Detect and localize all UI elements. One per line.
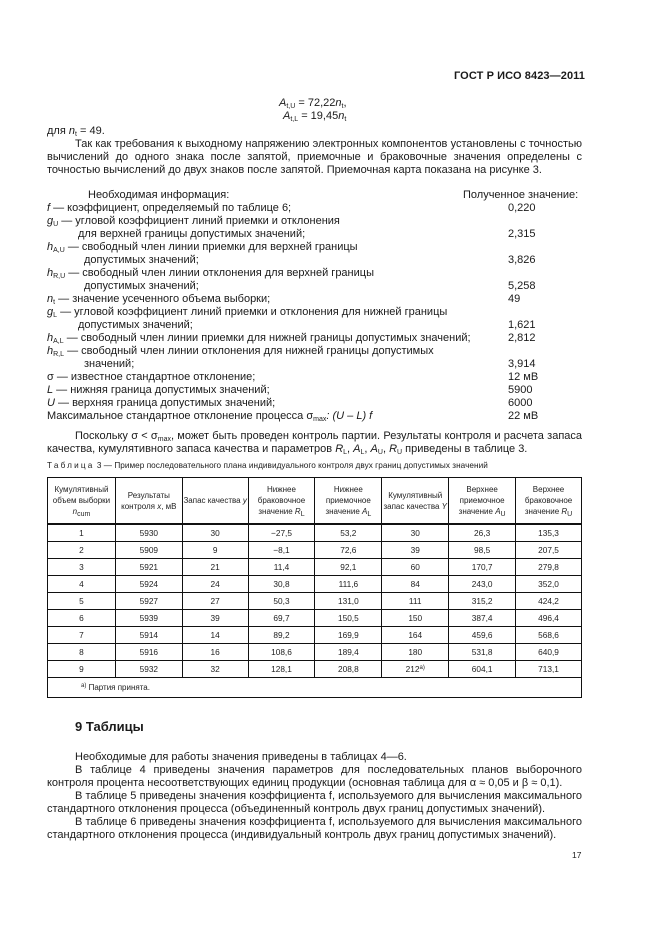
cell: 7: [48, 627, 116, 644]
cell: 150,5: [315, 610, 382, 627]
cell: 84: [382, 576, 449, 593]
info-row-u: U — верхняя граница допустимых значений;: [47, 397, 276, 409]
table-header-row: [48, 478, 582, 525]
cell: 92,1: [315, 559, 382, 576]
table-row: [48, 593, 582, 610]
cell: 164: [382, 627, 449, 644]
intro-paragraph: Так как требования к выходному напряжению электронных компонентов установлены с точностью вычислений до одного знака после запятой, приемочные и браковочные значения определены с точностью вычислений до двух знаков после запятой. Приемочная карта показана на рисунке 3.: [47, 138, 582, 177]
cell: 30: [382, 524, 449, 542]
cell: 6: [48, 610, 116, 627]
col-header-au: Верхнее приемочное значение $A_U$: [449, 478, 516, 525]
section-paragraph-4: В таблице 6 приведены значения коэффициента f, используемого для вычисления максимального стандартного отклонения процесса (индивидуальный контроль двух границ допустимых значений).: [47, 816, 582, 842]
cell: 50,3: [248, 593, 315, 610]
for-nt-line: для $n_t = 49$.: [47, 125, 105, 138]
col-header-rl: Нижнее браковочное значение $R_L$: [248, 478, 315, 525]
cell: 315,2: [449, 593, 516, 610]
info-row-hrl-cont: значений;: [84, 358, 135, 370]
info-row-sigma: σ — известное стандартное отклонение;: [47, 371, 256, 383]
cell: 111: [382, 593, 449, 610]
info-row-hau: $h_{A,U}$ — свободный член линии приемки для верхней границы: [47, 241, 358, 254]
info-row-hru: $h_{R,U}$ — свободный член линии отклонения для верхней границы: [47, 267, 374, 280]
info-value-sigma-max: 22 мВ: [508, 410, 539, 422]
cell: 11,4: [248, 559, 315, 576]
info-row-hal: $h_{A,L}$ — свободный член линии приемки для нижней границы допустимых значений;: [47, 332, 471, 345]
info-value-hrl: 3,914: [508, 358, 536, 370]
cell: 208,8: [315, 661, 382, 678]
cell: 21: [182, 559, 248, 576]
cell: 39: [182, 610, 248, 627]
info-left-header: Необходимая информация:: [88, 189, 230, 201]
cell: 5921: [115, 559, 182, 576]
cell: 5916: [115, 644, 182, 661]
standard-id: ГОСТ Р ИСО 8423—2011: [453, 70, 585, 82]
table-row: [48, 644, 582, 661]
cell: 170,7: [449, 559, 516, 576]
cell: 8: [48, 644, 116, 661]
cell: 5: [48, 593, 116, 610]
cell: −27,5: [248, 524, 315, 542]
info-row-hru-cont: допустимых значений;: [84, 280, 199, 292]
cell: 169,9: [315, 627, 382, 644]
info-value-nt: 49: [508, 293, 521, 305]
table-row: [48, 610, 582, 627]
cell: 150: [382, 610, 449, 627]
cell: 9: [182, 542, 248, 559]
cell: 640,9: [516, 644, 582, 661]
table-row: [48, 576, 582, 593]
cell: 14: [182, 627, 248, 644]
table-row: [48, 627, 582, 644]
cell: 1: [48, 524, 116, 542]
table-row: [48, 524, 582, 542]
cell: 207,5: [516, 542, 582, 559]
info-row-nt: $n_t$ — значение усеченного объема выборки;: [47, 293, 271, 306]
cell: 39: [382, 542, 449, 559]
info-row-hrl: $h_{R,L}$ — свободный член линии отклонения для нижней границы допустимых: [47, 345, 434, 358]
cell: 131,0: [315, 593, 382, 610]
cell: 243,0: [449, 576, 516, 593]
info-value-sigma: 12 мВ: [508, 371, 539, 383]
cell: 89,2: [248, 627, 315, 644]
cell: 3: [48, 559, 116, 576]
section-paragraph-2: В таблице 4 приведены значения параметров для последовательных планов выборочного контроля процента несоответствующих единиц продукции (основная таблица для α ≈ 0,05 и β ≈ 0,1).: [47, 764, 582, 790]
cell: 189,4: [315, 644, 382, 661]
cell: 212$^{а)}$: [382, 661, 449, 678]
cell: 111,6: [315, 576, 382, 593]
col-header-quality-y: Запас качества y: [182, 478, 248, 525]
cell: 568,6: [516, 627, 582, 644]
info-row-sigma-max: Максимальное стандартное отклонение процесса $\sigma_{max}$: (U – L) f: [47, 410, 373, 423]
cell: 424,2: [516, 593, 582, 610]
cell: 180: [382, 644, 449, 661]
cell: 5924: [115, 576, 182, 593]
since-paragraph: Поскольку $\sigma < \sigma_{max}$, может быть проведен контроль партии. Результаты контроля и расчета запаса качества, кумулятивного запаса качества и параметров $R_L$, $A_L$, $A_U$, $R_U$ приведены в таблице 3.: [47, 430, 583, 457]
cell: 32: [182, 661, 248, 678]
table-footnote: $^{а)}$ Партия принята.: [48, 678, 582, 698]
cell: 5914: [115, 627, 182, 644]
cell: 135,3: [516, 524, 582, 542]
table-row: [48, 559, 582, 576]
table-row: [48, 542, 582, 559]
cell: 352,0: [516, 576, 582, 593]
cell: 128,1: [248, 661, 315, 678]
info-value-l: 5900: [508, 384, 533, 396]
info-row-f: f — коэффициент, определяемый по таблице 6;: [47, 202, 292, 214]
info-value-gu: 2,315: [508, 228, 536, 240]
info-value-u: 6000: [508, 397, 533, 409]
cell: 72,6: [315, 542, 382, 559]
formula-a-tl: $A_{t,L} = 19,45n_t$: [283, 110, 347, 123]
info-value-hal: 2,812: [508, 332, 536, 344]
cell: 387,4: [449, 610, 516, 627]
section-paragraph-3: В таблице 5 приведены значения коэффициента f, используемого для вычисления максимального стандартного отклонения процесса (объединенный контроль двух границ допустимых значений).: [47, 790, 582, 816]
cell: 30: [182, 524, 248, 542]
section-title: 9 Таблицы: [75, 719, 144, 734]
info-right-header: Полученное значение:: [463, 189, 579, 201]
cell: 9: [48, 661, 116, 678]
cell: 713,1: [516, 661, 582, 678]
formula-a-tu: $A_{t,U} = 72,22n_t$,: [279, 97, 347, 110]
info-row-gu-cont: для верхней границы допустимых значений;: [78, 228, 306, 240]
cell: 5909: [115, 542, 182, 559]
cell: 2: [48, 542, 116, 559]
info-row-gl-cont: допустимых значений;: [78, 319, 193, 331]
info-row-hau-cont: допустимых значений;: [84, 254, 199, 266]
section-paragraph-1: Необходимые для работы значения приведены в таблицах 4—6.: [75, 751, 407, 763]
col-header-result-x: Результаты контроля x, мВ: [115, 478, 182, 525]
cell: 5939: [115, 610, 182, 627]
info-row-gl: $g_L$ — угловой коэффициент линий приемки и отклонения для нижней границы: [47, 306, 448, 319]
info-value-hru: 5,258: [508, 280, 536, 292]
info-value-gl: 1,621: [508, 319, 536, 331]
cell: 69,7: [248, 610, 315, 627]
col-header-cum-n: Кумулятивный объем выборки $n_{cum}$: [48, 478, 116, 525]
info-row-gu: $g_U$ — угловой коэффициент линий приемки и отклонения: [47, 215, 340, 228]
table-footnote-row: [48, 678, 582, 698]
page-number: 17: [572, 850, 582, 860]
cell: 16: [182, 644, 248, 661]
cell: 24: [182, 576, 248, 593]
col-header-al: Нижнее приемочное значение $A_L$: [315, 478, 382, 525]
cell: 26,3: [449, 524, 516, 542]
cell: −8,1: [248, 542, 315, 559]
table3: [47, 477, 582, 698]
col-header-ru: Верхнее браковочное значение $R_U$: [516, 478, 582, 525]
cell: 108,6: [248, 644, 315, 661]
info-value-hau: 3,826: [508, 254, 536, 266]
cell: 4: [48, 576, 116, 593]
cell: 496,4: [516, 610, 582, 627]
cell: 98,5: [449, 542, 516, 559]
cell: 5930: [115, 524, 182, 542]
table3-caption: Таблица 3 — Пример последовательного плана индивидуального контроля двух границ допустимых значений: [47, 461, 488, 470]
cell: 27: [182, 593, 248, 610]
cell: 5927: [115, 593, 182, 610]
cell: 459,6: [449, 627, 516, 644]
cell: 53,2: [315, 524, 382, 542]
info-row-l: L — нижняя граница допустимых значений;: [47, 384, 270, 396]
cell: 531,8: [449, 644, 516, 661]
cell: 604,1: [449, 661, 516, 678]
table-row: [48, 661, 582, 678]
cell: 60: [382, 559, 449, 576]
col-header-cum-y: Кумулятивный запас качества Y: [382, 478, 449, 525]
cell: 5932: [115, 661, 182, 678]
info-value-f: 0,220: [508, 202, 536, 214]
footnote-marker: а): [419, 665, 425, 671]
cell: 30,8: [248, 576, 315, 593]
cell: 279,8: [516, 559, 582, 576]
